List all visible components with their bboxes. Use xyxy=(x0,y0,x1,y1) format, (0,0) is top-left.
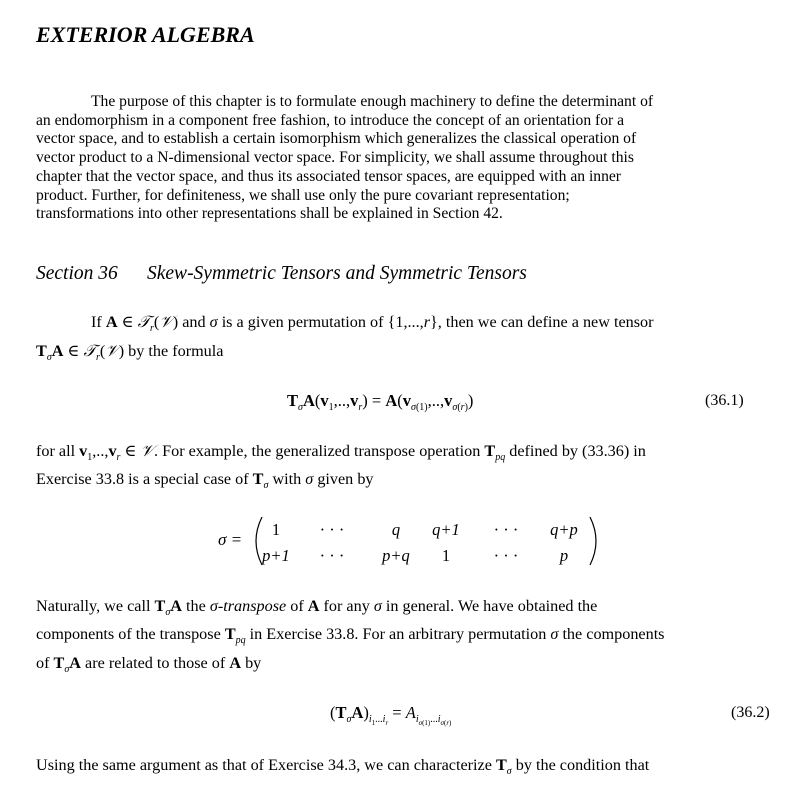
section-heading xyxy=(36,263,527,285)
paragraph-3-line-2: components of the transpose $T_{pq}$ in Exercise 33.8. For an arbitrary permutation σ the components xyxy=(36,625,665,646)
paragraph-4-line-1: Using the same argument as that of Exercise 34.3, we can characterize $T_\sigma$ by the condition that xyxy=(36,756,650,777)
matrix-cell: p+q xyxy=(382,546,410,565)
intro-line: chapter that the vector space, and thus its associated tensor spaces, are equipped with an inner xyxy=(36,167,621,185)
paragraph-3-line-3: of $T_\sigma A$ are related to those of A by xyxy=(36,654,262,675)
equation-number: (36.2) xyxy=(731,704,770,721)
paragraph-2-line-1: for all $v_1,..,v_r$ ∈ 𝒱. For example, the generalized transpose operation $T_{pq}$ defined by (33.36) in xyxy=(36,442,646,463)
equation-36-1: $T_\sigma A(v_1,..,v_r) = A(v_{\sigma(1)},..,v_{\sigma(r)})$ xyxy=(287,391,474,413)
intro-paragraph xyxy=(36,93,766,224)
intro-line: transformations into other representations shall be explained in Section 42. xyxy=(36,205,503,223)
matrix-cell: q xyxy=(391,520,401,539)
matrix-cell: · · · xyxy=(493,520,519,539)
paragraph-2-line-2: Exercise 33.8 is a special case of $T_\sigma$ with σ given by xyxy=(36,470,374,491)
matrix-cell: 1 xyxy=(441,546,451,565)
matrix-cell: 1 xyxy=(271,520,281,539)
matrix-body xyxy=(250,513,620,569)
paragraph-3-line-1: Naturally, we call $T_\sigma A$ the σ-transpose of A for any σ in general. We have obtained the xyxy=(36,597,598,618)
intro-line: an endomorphism in a component free fashion, to introduce the concept of an orientation for a xyxy=(36,111,625,129)
matrix-cell: · · · xyxy=(319,546,345,565)
section-number: Section 36 xyxy=(36,263,118,284)
matrix-cell: · · · xyxy=(319,520,345,539)
right-paren xyxy=(590,517,596,565)
equation-36-2: $(T_\sigma A)_{i_1...i_r} = A_{i_{\sigma(1)}...i_{\sigma(r)}}$ xyxy=(330,703,452,727)
paragraph-1-line-1: If A ∈ 𝒯$_r$(𝒱) and σ is a given permutation of {1,...,r}, then we can define a new tensor xyxy=(91,313,654,334)
section-title: Skew-Symmetric Tensors and Symmetric Tensors xyxy=(147,263,527,284)
matrix-cell: p xyxy=(559,546,569,565)
left-paren xyxy=(256,517,262,565)
matrix-cell: q+1 xyxy=(432,520,460,539)
intro-line: product. Further, for definiteness, we shall use only the pure covariant representation; xyxy=(36,186,570,204)
sigma-equals: σ = xyxy=(218,530,243,549)
matrix-cell: q+p xyxy=(550,520,578,539)
matrix-cell: · · · xyxy=(493,546,519,565)
intro-line: vector product to a N-dimensional vector space. For simplicity, we shall assume throughout this xyxy=(36,149,634,167)
paragraph-1-line-2: $T_\sigma A$ ∈ 𝒯$_r$(𝒱) by the formula xyxy=(36,342,224,363)
equation-number: (36.1) xyxy=(705,392,744,409)
chapter-title: EXTERIOR ALGEBRA xyxy=(36,22,255,47)
intro-line: The purpose of this chapter is to formulate enough machinery to define the determinant of xyxy=(91,93,654,110)
intro-line: vector space, and to establish a certain isomorphism which generalizes the classical operation of xyxy=(36,130,637,148)
matrix-cell: p+1 xyxy=(262,546,290,565)
